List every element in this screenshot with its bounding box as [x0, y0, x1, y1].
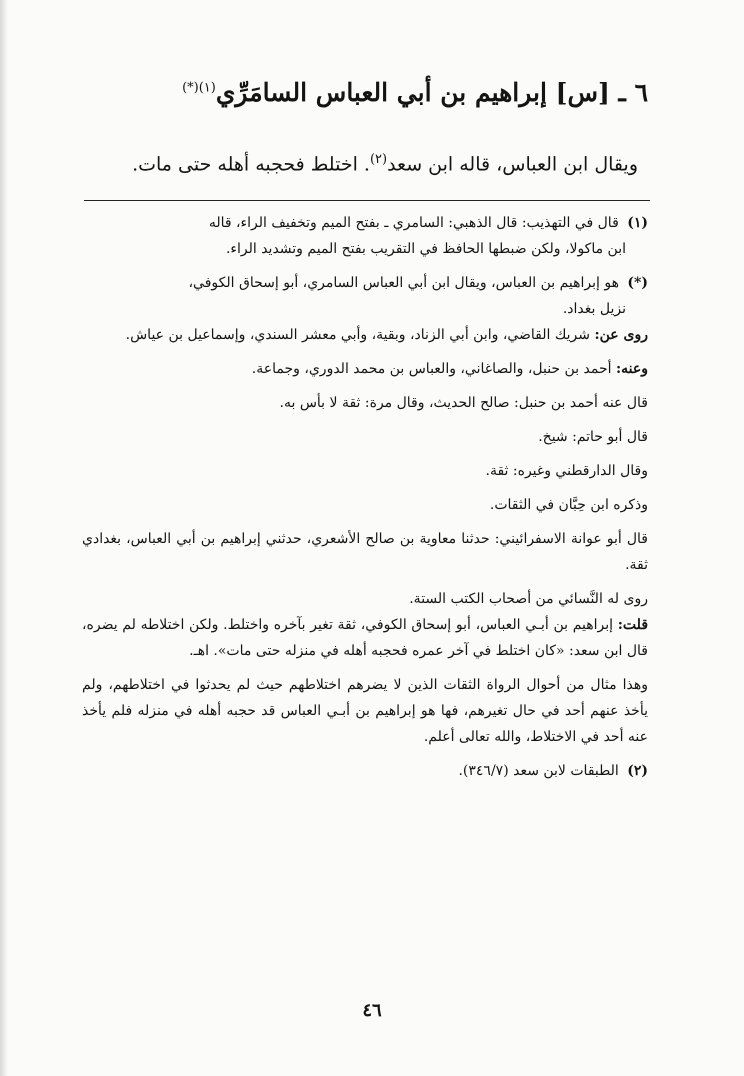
entry-heading-text: ٦ ـ [س] إبراهيم بن أبي العباس السامَرِّي — [215, 78, 648, 107]
entry-text-after: . اختلط فحجبه أهله حتى مات. — [132, 153, 370, 176]
qultu-paragraph — [82, 612, 648, 664]
footnote-1 — [82, 210, 648, 262]
page-number: ٤٦ — [362, 1000, 382, 1021]
rawa-an-text: شريك القاضي، وابن أبي الزناد، وبقية، وأبي معشر السندي، وإسماعيل بن عياش. — [125, 327, 590, 343]
qultu-text: إبراهيم بن أبـي العباس، أبو إسحاق الكوفي، ثقة تغير بآخره واختلط. ولكن اختلاطه لم يضره، قال ابن سعد: «كان اختلط في آخر عمره فحجبه أهله في منزله حتى مات». اهـ. — [82, 617, 648, 659]
entry-heading — [88, 78, 648, 107]
ahmad-paragraph: قال عنه أحمد بن حنبل: صالح الحديث، وقال مرة: ثقة لا بأس به. — [279, 395, 648, 411]
heading-footnote-marks: (١)(*) — [182, 80, 216, 96]
abu-hatim-paragraph: قال أبو حاتم: شيخ. — [538, 429, 648, 445]
footnote-1-number: (١) — [627, 215, 648, 231]
abu-awana-paragraph: قال أبو عوانة الاسفرائيني: حدثنا معاوية بن صالح الأشعري، حدثني إبراهيم بن أبي العباس، بغدادي ثقة. — [82, 531, 648, 573]
anhu-paragraph — [82, 356, 648, 382]
qultu-label: قلت: — [617, 617, 649, 633]
footnote-star-number: (*) — [627, 275, 648, 291]
ibn-hibban-paragraph: وذكره ابن حِبَّان في الثقات. — [489, 497, 648, 513]
daraqutni-paragraph: وقال الدارقطني وغيره: ثقة. — [485, 463, 648, 479]
rawa-an-paragraph — [82, 322, 648, 348]
rawa-an-label: روى عن: — [594, 327, 648, 343]
footnote-star-intro — [82, 270, 648, 322]
anhu-label: وعنه: — [615, 361, 648, 377]
nasai-paragraph: روى له النَّسائي من أصحاب الكتب الستة. — [409, 591, 648, 607]
footnote-star-line2: نزيل بغداد. — [562, 301, 626, 317]
footnote-star-line1: هو إبراهيم بن العباس، ويقال ابن أبي العباس السامري، أبو إسحاق الكوفي، — [188, 275, 619, 291]
footnote-1-line1: قال في التهذيب: قال الذهبي: السامري ـ بفتح الميم وتخفيف الراء، قاله — [208, 215, 619, 231]
footnote-divider — [84, 200, 650, 201]
entry-text-before: ويقال ابن العباس، قاله ابن سعد — [387, 153, 638, 176]
anhu-text: أحمد بن حنبل، والصاغاني، والعباس بن محمد الدوري، وجماعة. — [251, 361, 612, 377]
footnote-star — [82, 270, 648, 750]
footnote-2-number: (٢) — [627, 763, 648, 779]
footnote-1-line2: ابن ماكولا، ولكن ضبطها الحافظ في التقريب بفتح الميم وتشديد الراء. — [225, 241, 626, 257]
entry-footnote-mark: (٢) — [369, 152, 388, 167]
footnote-2-text: الطبقات لابن سعد (٣٤٦/٧). — [458, 763, 619, 779]
footnote-2 — [82, 758, 648, 784]
entry-body — [98, 152, 638, 175]
binding-shadow — [0, 0, 8, 1076]
mithal-paragraph: وهذا مثال من أحوال الرواة الثقات الذين لا يضرهم اختلاطهم حيث لم يحدثوا في اختلاطهم، ولم يأخذ عنهم أحد في حال تغيرهم، فها هو إبراهيم بن أبـي العباس قد حجبه أهله في منزله فلم يأخذ عنه أحد في الاختلاط، والله تعالى أعلم. — [82, 677, 648, 745]
footnotes — [82, 210, 648, 792]
